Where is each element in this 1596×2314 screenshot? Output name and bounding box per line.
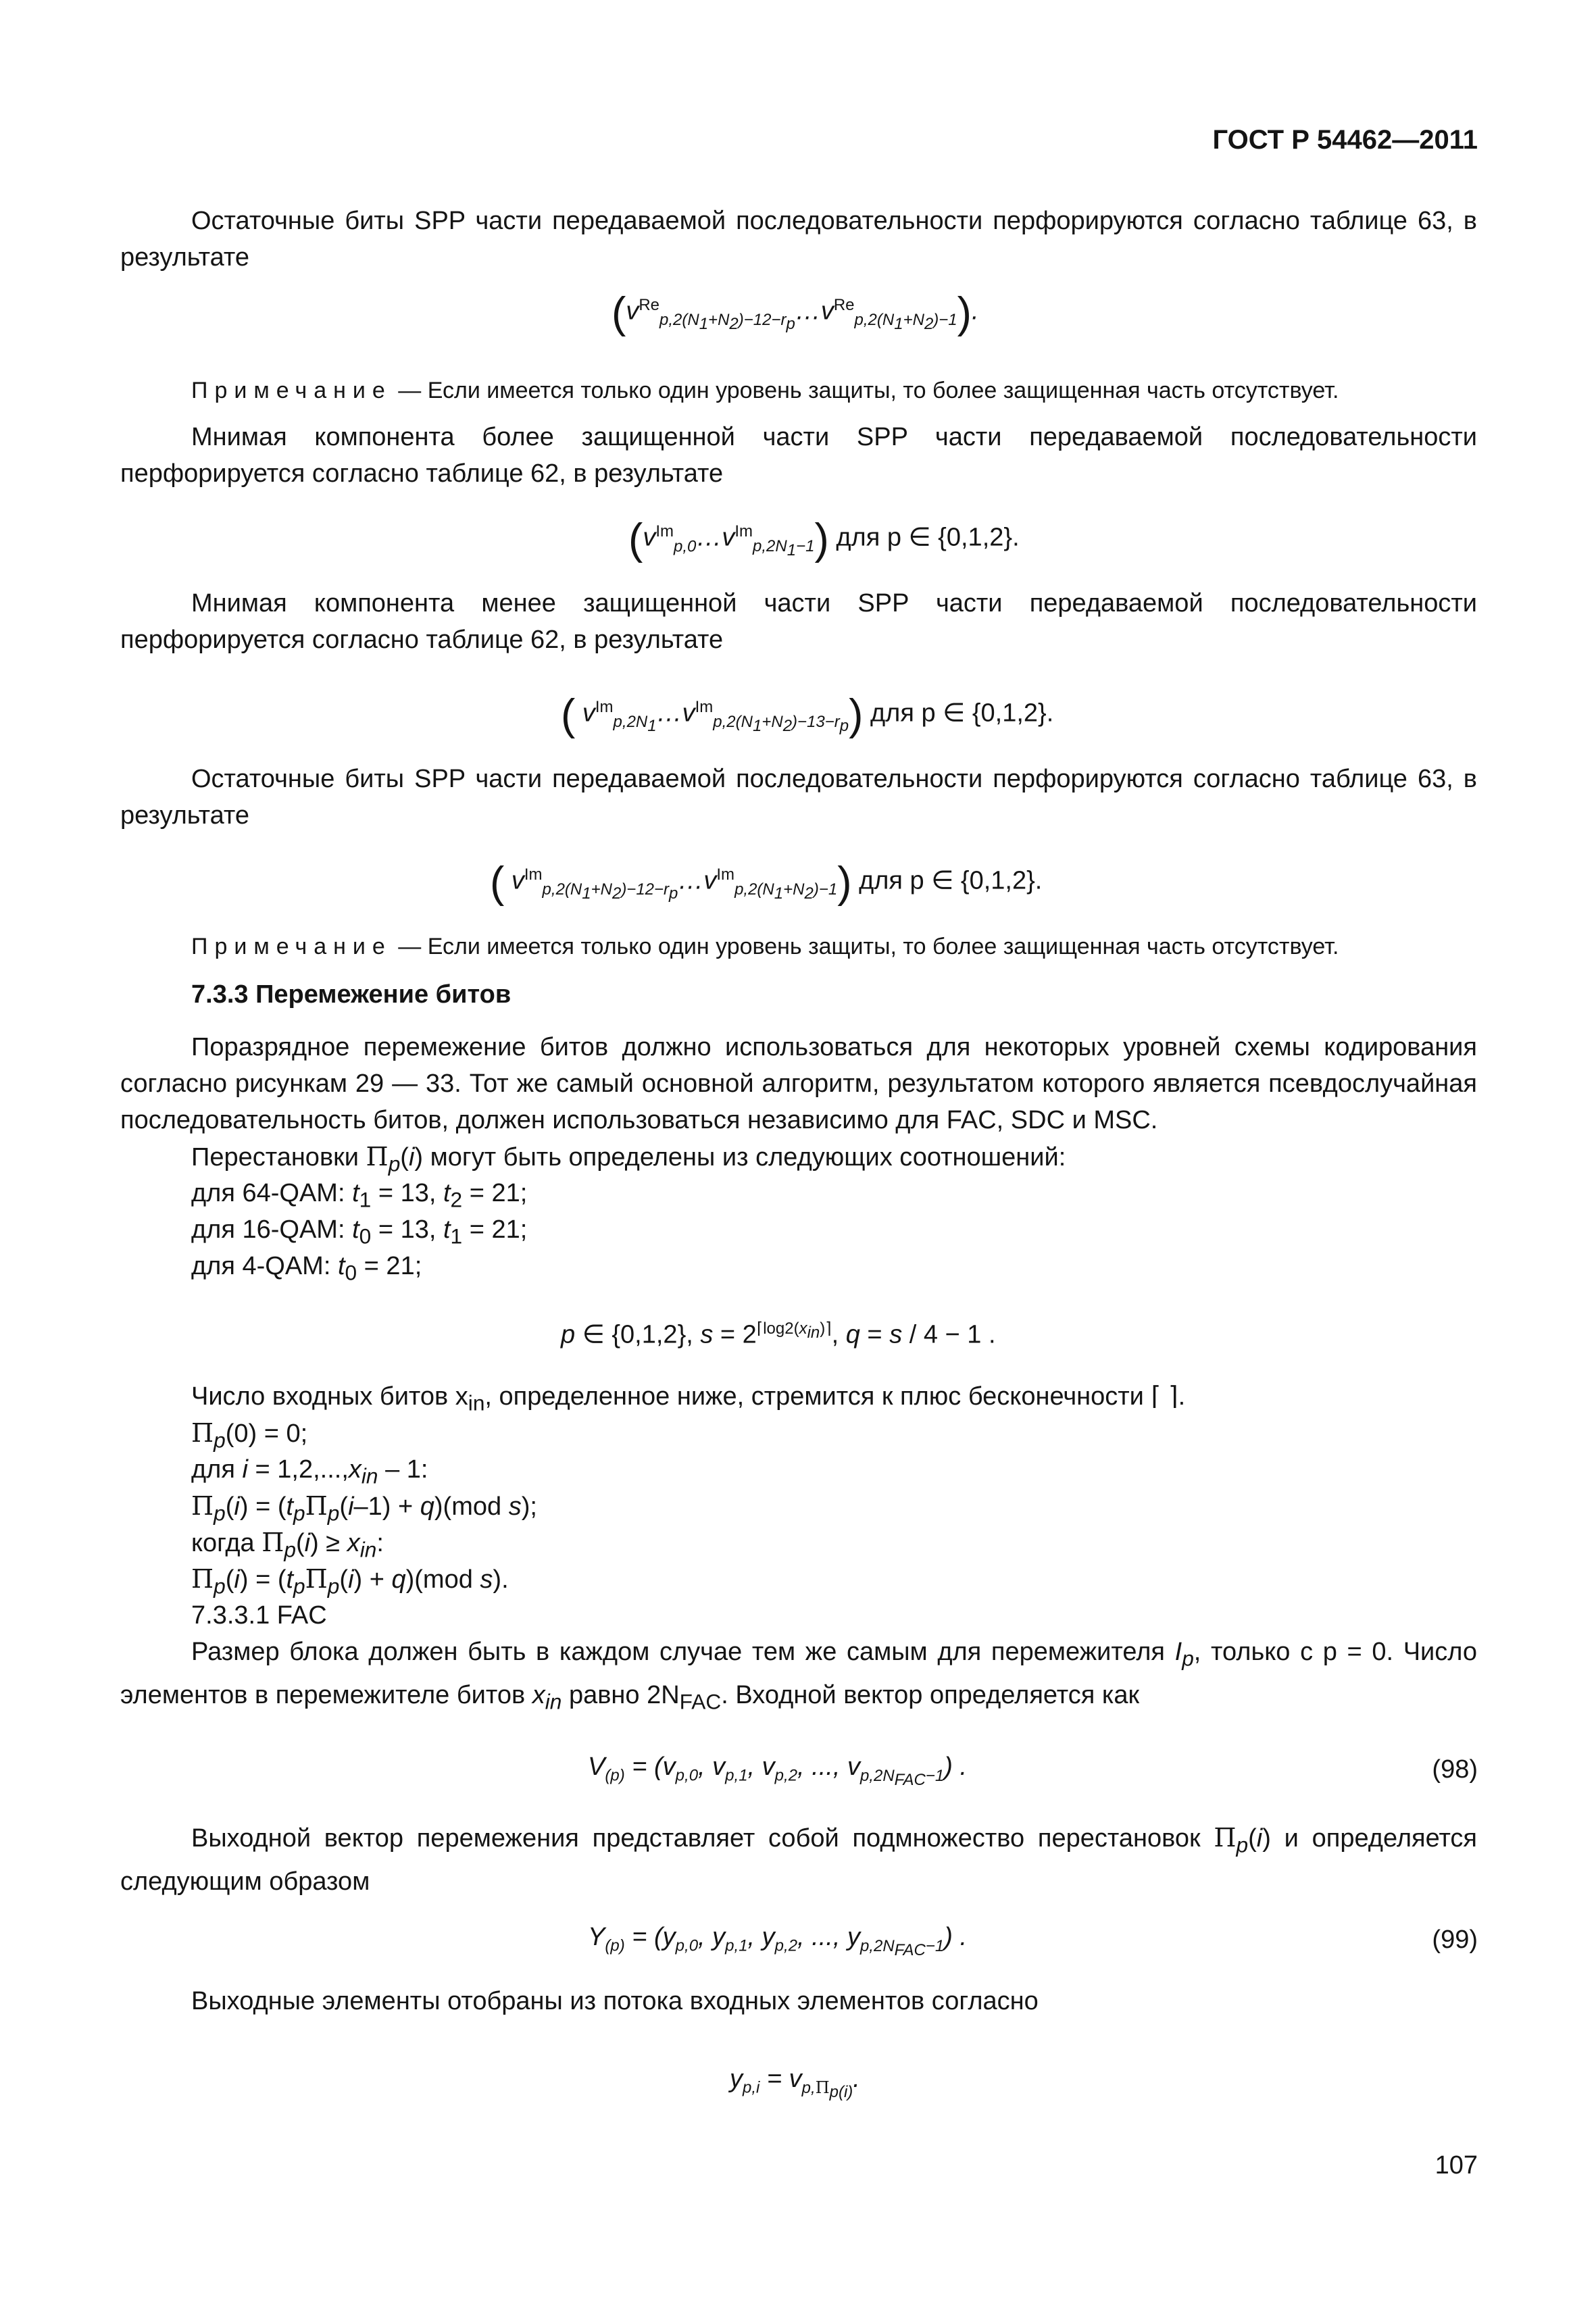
- paragraph-bit-interleaving: Поразрядное перемежение битов должно использоваться для некоторых уровней схемы кодирования согласно рисункам 29 — 33. Тот же самый основной алгоритм, результатом которого является псевдослучайная последовательность битов, должен использоваться независимо для FAC, SDC и MSC.: [120, 1033, 1477, 1134]
- formula-imag-less: ( $v^{Im}_{p,2N_1}\dots v^{Im}_{p,2(N_1+N_2)-13-r_p}$) для p ∈ {0,1,2}.: [561, 690, 1054, 739]
- formula-residual-re: $(v^{Re}_{p,2(N_1+N_2)-12-r_p}\dots v^{Re}_{p,2(N_1+N_2)-1})$.: [612, 288, 979, 337]
- when-line: когда $\Pi_p(i) \ge x_{in}$:: [191, 1528, 384, 1562]
- formula-input-vector: $V_{(p)} = (v_{p,0}$, $v_{p,1}$, $v_{p,2}$, ..., $v_{p,2N_{FAC}-1}$) .: [588, 1753, 968, 1789]
- section-heading: 7.3.3 Перемежение битов: [191, 980, 512, 1009]
- subsection-heading: 7.3.3.1 FAC: [191, 1601, 327, 1630]
- formula-output-selection: $y_{p,i} = v_{p,\Pi_{p(i)}}$.: [730, 2065, 860, 2101]
- equation-number-98: (98): [1432, 1755, 1478, 1784]
- formula-condition: для p ∈ {0,1,2}.: [859, 866, 1043, 895]
- formula-output-vector: $Y_{(p)} = (y_{p,0}$, $y_{p,1}$, $y_{p,2}$, ..., $y_{p,2N_{FAC}-1}$) .: [588, 1923, 968, 1959]
- note-1: [191, 372, 1475, 409]
- note-label: Примечание: [191, 378, 392, 403]
- recurrence-line: $\Pi_p(i) = (t_p\Pi_p(i-1) + q)(mod$ s);: [191, 1491, 537, 1526]
- qam4-line: для 4-QAM: $t_0 = 21$;: [191, 1252, 422, 1285]
- document-header: ГОСТ Р 54462—2011: [1212, 125, 1478, 155]
- for-i-line: для $i = 1,2,...,x_{in} - 1$:: [191, 1455, 428, 1488]
- formula-condition: для p ∈ {0,1,2}.: [870, 699, 1054, 728]
- paragraph-block-size: Размер блока должен быть в каждом случае тем же самым для перемежителя $I_p$, только с p = 0. Число элементов в перемежителе битов $x_{in}$ равно $2N_{FAC}$. Входной вектор определяется как: [120, 1638, 1477, 1714]
- note-2: [191, 928, 1475, 965]
- formula-residual-im: ( $v^{Im}_{p,2(N_1+N_2)-12-r_p}\dots v^{Im}_{p,2(N_1+N_2)-1}$) для p ∈ {0,1,2}.: [490, 857, 1043, 907]
- paragraph-residual-bits: Остаточные биты SPP части передаваемой последовательности перфорируются согласно таблице 63, в результате: [120, 207, 1477, 272]
- xin-line: Число входных битов $x_{in}$, определенное ниже, стремится к плюс бесконечности ⌈ ⌉.: [191, 1382, 1186, 1415]
- formula-condition: для p ∈ {0,1,2}.: [836, 523, 1020, 552]
- note-label: Примечание: [191, 934, 392, 959]
- equation-number-99: (99): [1432, 1926, 1478, 1954]
- recurrence-line-2: $\Pi_p(i) = (t_p\Pi_p(i) + q)(mod$ s).: [191, 1564, 509, 1599]
- paragraph-output-elements: Выходные элементы отобраны из потока входных элементов согласно: [191, 1987, 1039, 2015]
- formula-s-q: p ∈ {0,1,2}, $s = 2^{⌈log2(x_{in})⌉}$, q = s / 4 − 1 .: [561, 1319, 996, 1349]
- paragraph-output-vector: Выходной вектор перемежения представляет собой подмножество перестановок $\Pi_p(i)$ и определяется следующим образом: [120, 1823, 1477, 1896]
- note-text: — Если имеется только один уровень защиты, то более защищенная часть отсутствует.: [391, 378, 1339, 403]
- qam64-line: для 64-QAM: $t_1 = 13$, $t_2 = 21$;: [191, 1179, 528, 1212]
- paragraph-imag-less-protected: Мнимая компонента менее защищенной части SPP части передаваемой последовательности перфорируется согласно таблице 62, в результате: [120, 589, 1477, 654]
- formula-imag-more: $(v^{Im}_{p,0}\dots v^{Im}_{p,2N_1-1})$ для p ∈ {0,1,2}.: [628, 514, 1020, 563]
- note-text: — Если имеется только один уровень защиты, то более защищенная часть отсутствует.: [391, 934, 1339, 959]
- qam16-line: для 16-QAM: $t_0 = 13$, $t_1 = 21$;: [191, 1215, 528, 1249]
- page-number: 107: [1435, 2151, 1478, 2180]
- pi-zero-line: $\Pi_p(0) = 0$;: [191, 1418, 308, 1453]
- paragraph-imag-more-protected: Мнимая компонента более защищенной части SPP части передаваемой последовательности перфорируется согласно таблице 62, в результате: [120, 423, 1477, 488]
- permutation-line: Перестановки $\Pi_p(i)$ могут быть определены из следующих соотношений:: [191, 1142, 1066, 1176]
- paragraph-residual-bits-imag: Остаточные биты SPP части передаваемой последовательности перфорируются согласно таблице 63, в результате: [120, 765, 1477, 830]
